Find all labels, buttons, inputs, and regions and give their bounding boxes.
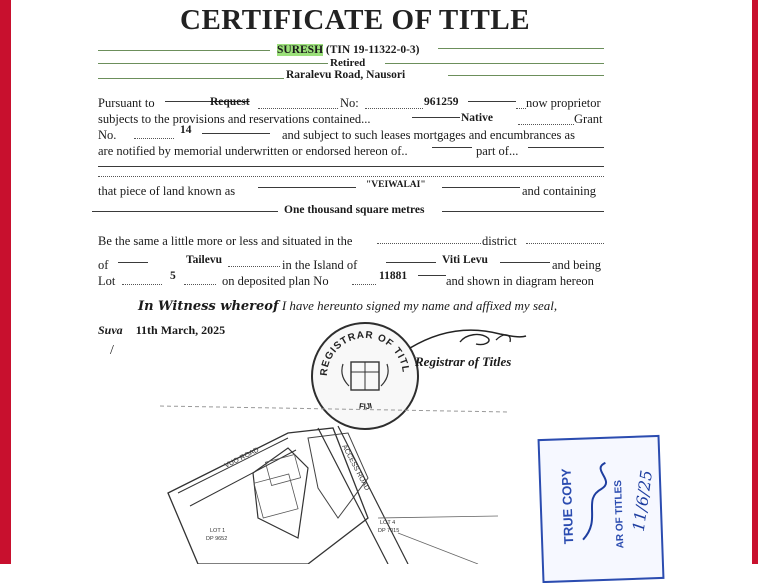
witness-text: I have hereunto signed my name and affixed my seal,	[281, 298, 558, 313]
dots	[518, 124, 574, 125]
stamp-date: 11/6/25	[628, 468, 657, 533]
rule	[386, 262, 436, 263]
owner-name: SURESH	[277, 44, 324, 56]
text-of: of	[98, 258, 109, 272]
seal-bottom-text: FIJI	[358, 401, 373, 412]
text-no2: No.	[98, 128, 117, 142]
dots	[98, 176, 604, 177]
lot-number: 5	[170, 270, 176, 282]
witness-heading: In Witness whereof	[138, 299, 279, 314]
text-district: district	[482, 234, 517, 248]
request-number: 961259	[424, 96, 459, 108]
rule	[412, 117, 460, 118]
red-border-left	[0, 0, 11, 564]
text-request: Request	[210, 96, 250, 108]
occ-rule-left	[98, 63, 328, 64]
text-leases: and subject to such leases mortgages and encumbrances as	[282, 128, 575, 142]
stamp-registrar: AR OF TITLES	[613, 479, 627, 549]
land-area: One thousand square metres	[284, 204, 425, 216]
dots	[365, 108, 423, 109]
rule	[92, 211, 278, 212]
plan-lot4: LOT 4	[380, 520, 396, 526]
text-pursuant: Pursuant to	[98, 96, 155, 110]
stamp-true-copy: TRUE COPY	[558, 468, 577, 545]
rule	[442, 187, 520, 188]
owner-occupation: Retired	[330, 57, 366, 69]
text-now-proprietor: now proprietor	[526, 96, 601, 110]
text-no: No:	[340, 96, 359, 110]
text-island-of: in the Island of	[282, 258, 358, 272]
plan-lot1-dp: DP 9652	[206, 536, 228, 542]
occ-rule-right	[385, 63, 604, 64]
certificate-title: CERTIFICATE OF TITLE	[180, 4, 531, 36]
plan-access-road: ACCESS ROAD	[340, 443, 371, 492]
witness-line	[138, 298, 557, 314]
text-grant: Grant	[574, 112, 603, 126]
dots	[516, 108, 526, 109]
text-subjects: subjects to the provisions and reservations contained...	[98, 112, 371, 126]
tikina-name: Tailevu	[186, 254, 223, 266]
rule	[202, 133, 270, 134]
rule	[432, 147, 472, 148]
true-copy-stamp	[538, 435, 665, 583]
plan-lot4-dp: DP 7015	[378, 528, 400, 534]
signing-place: Suva	[98, 323, 123, 337]
dots	[526, 243, 604, 244]
plan-lot1: LOT 1	[210, 528, 226, 534]
red-border-right	[752, 0, 758, 564]
text-diagram: and shown in diagram hereon	[446, 274, 594, 288]
addr-rule-left	[98, 78, 284, 79]
signing-date-line	[98, 323, 225, 338]
text-and-being: and being	[552, 258, 601, 272]
owner-line	[277, 44, 420, 56]
owner-rule-right	[438, 48, 604, 49]
text-land-known: that piece of land known as	[98, 184, 236, 198]
text-lot: Lot	[98, 274, 116, 288]
signing-date: 11th March, 2025	[135, 323, 226, 337]
owner-address: Raralevu Road, Nausori	[286, 69, 406, 81]
addr-rule-right	[448, 75, 604, 76]
rule	[500, 262, 550, 263]
plan-road-vuo: VUO ROAD	[223, 446, 261, 470]
grant-number: 14	[180, 124, 192, 136]
rule	[528, 147, 604, 148]
text-notified: are notified by memorial underwritten or endorsed hereon of..	[98, 144, 408, 158]
dots	[184, 284, 216, 285]
dots	[258, 108, 338, 109]
owner-rule-left	[98, 50, 270, 51]
rule	[165, 101, 210, 102]
dots	[352, 284, 376, 285]
owner-tin: (TIN 19-11322-0-3)	[325, 44, 420, 56]
text-deposited-plan: on deposited plan No	[222, 274, 329, 288]
dots	[134, 138, 174, 139]
registrar-signature	[400, 320, 530, 356]
plan-drawing	[158, 398, 514, 564]
text-part-of: part of...	[476, 144, 519, 158]
island-name: Viti Levu	[442, 254, 488, 266]
survey-plan	[158, 398, 514, 564]
registrar-label: Registrar of Titles	[415, 354, 512, 369]
pen-mark: /	[110, 343, 114, 358]
rule	[468, 101, 516, 102]
plan-number: 11881	[379, 270, 408, 282]
seal-top-text: REGISTRAR OF TITL	[318, 329, 411, 377]
rule	[258, 187, 356, 188]
land-name: "VEIWALAI"	[366, 180, 426, 190]
svg-text:REGISTRAR OF TITLES	[313, 324, 411, 376]
dots	[122, 284, 162, 285]
dots	[228, 266, 280, 267]
rule	[418, 275, 446, 276]
grant-type: Native	[461, 112, 493, 124]
text-containing: and containing	[522, 184, 596, 198]
rule	[98, 166, 604, 167]
stamp-signature	[570, 458, 623, 550]
rule	[118, 262, 148, 263]
dots	[377, 243, 481, 244]
rule	[442, 211, 604, 212]
text-same-little: Be the same a little more or less and situated in the	[98, 234, 353, 248]
